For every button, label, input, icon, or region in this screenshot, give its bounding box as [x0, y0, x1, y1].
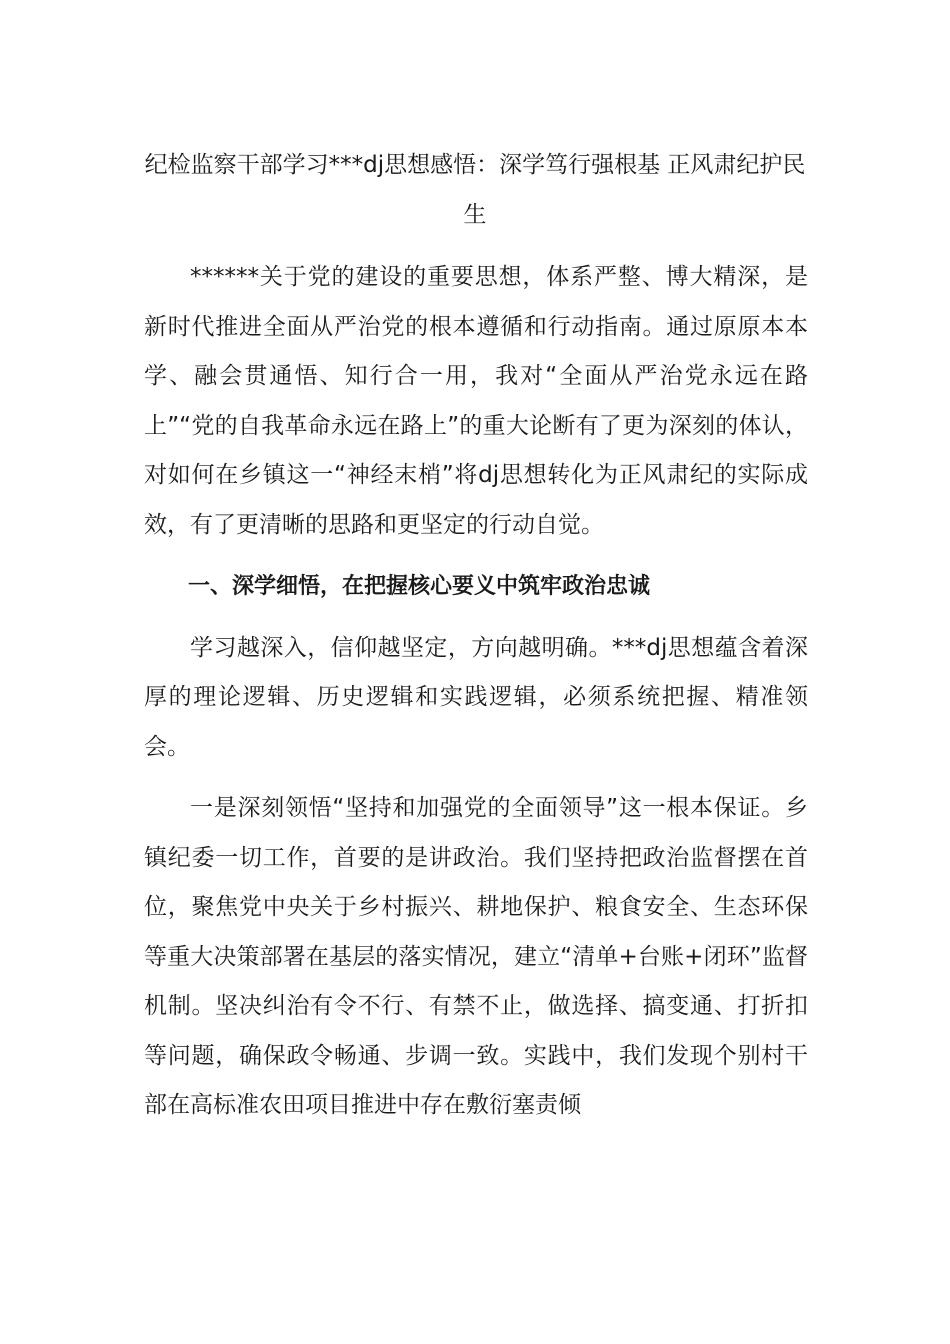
section-heading-1: 一、深学细悟，在把握核心要义中筑牢政治忠诚 — [188, 574, 651, 599]
document-body — [144, 253, 808, 1131]
paragraph-study: 学习越深入，信仰越坚定，方向越明确。***dj思想蕴含着深厚的理论逻辑、历史逻辑和实践逻辑，必须系统把握、精准领会。 — [144, 634, 808, 760]
paragraph-leadership: 一是深刻领悟“坚持和加强党的全面领导”这一根本保证。乡镇纪委一切工作，首要的是讲政治。我们坚持把政治监督摆在首位，聚焦党中央关于乡村振兴、耕地保护、粮食安全、生态环保等重大决策部署在基层的落实情况，建立“清单+台账+闭环”监督机制。坚决纠治有令不行、有禁不止，做选择、搞变通、打折扣等问题，确保政令畅通、步调一致。实践中，我们发现个别村干部在高标准农田项目推进中存在敷衍塞责倾 — [144, 795, 808, 1118]
document-title: 纪检监察干部学习***dj思想感悟：深学笃行强根基 正风肃纪护民生 — [144, 152, 806, 228]
paragraph-intro: ******关于党的建设的重要思想，体系严整、博大精深，是新时代推进全面从严治党的根本遵循和行动指南。通过原原本本学、融会贯通悟、知行合一用，我对“全面从严治党永远在路上”“党的自我革命永远在路上”的重大论断有了更为深刻的体认，对如何在乡镇这一“神经末梢”将dj思想转化为正风肃纪的实际成效，有了更清晰的思路和更坚定的行动自觉。 — [144, 264, 808, 538]
